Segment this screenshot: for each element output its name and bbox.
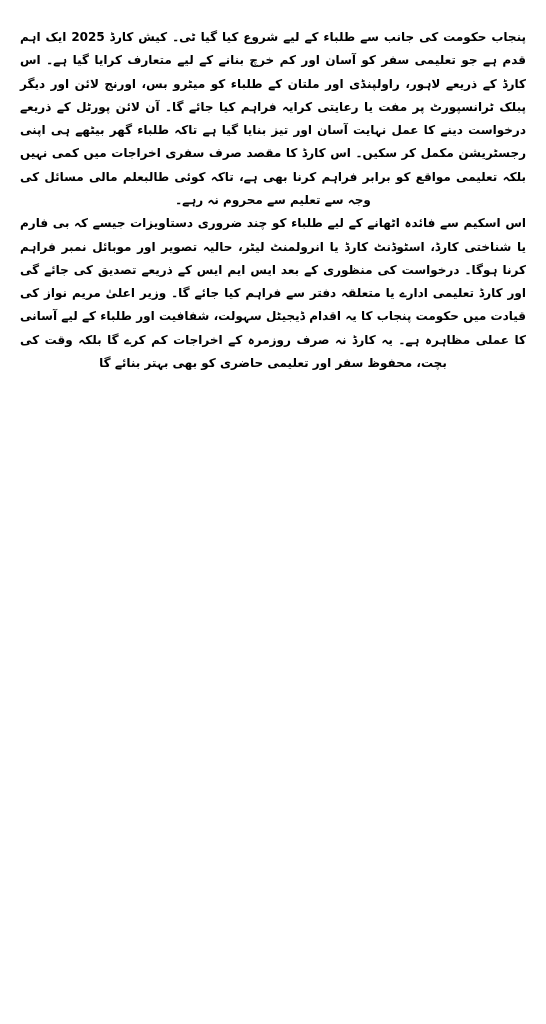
article-paragraph-1: پنجاب حکومت کی جانب سے طلباء کے لیے شروع کیا گیا ٹی۔ کیش کارڈ 2025 ایک اہم قدم ہے جو تعلیمی سفر کو آسان اور کم خرچ بنانے کے لیے متعارف کرایا گیا ہے۔ اس کارڈ کے ذریعے لاہور، راولپنڈی اور ملتان کے طلباء کو میٹرو بس، اورنج لائن اور دیگر پبلک ٹرانسپورٹ پر مفت یا رعایتی کرایہ فراہم کیا جائے گا۔ آن لائن پورٹل کے ذریعے درخواست دینے کا عمل نہایت آسان اور تیز بنایا گیا ہے تاکہ طلباء گھر بیٹھے ہی اپنی رجسٹریشن مکمل کر سکیں۔ اس کارڈ کا مقصد صرف سفری اخراجات میں کمی نہیں بلکہ تعلیمی مواقع کو برابر فراہم کرنا بھی ہے، تاکہ کوئی طالبعلم مالی مسائل کی وجہ سے تعلیم سے محروم نہ رہے۔ xyxy=(20,30,526,207)
article-body xyxy=(20,26,526,375)
article-paragraph-2: اس اسکیم سے فائدہ اٹھانے کے لیے طلباء کو چند ضروری دستاویزات جیسے کہ بی فارم یا شناختی کارڈ، اسٹوڈنٹ کارڈ یا انرولمنٹ لیٹر، حالیہ تصویر اور موبائل نمبر فراہم کرنا ہوگا۔ درخواست کی منظوری کے بعد ایس ایم ایس کے ذریعے تصدیق کی جائے گی اور کارڈ تعلیمی ادارے یا متعلقہ دفتر سے فراہم کیا جائے گا۔ وزیر اعلیٰ مریم نواز کی قیادت میں حکومت پنجاب کا یہ اقدام ڈیجیٹل سہولت، شفافیت اور طلباء کے لیے آسانی کا عملی مظاہرہ ہے۔ یہ کارڈ نہ صرف روزمرہ کے اخراجات کم کرے گا بلکہ وقت کی بچت، محفوظ سفر اور تعلیمی حاضری کو بھی بہتر بنائے گا xyxy=(20,216,526,370)
